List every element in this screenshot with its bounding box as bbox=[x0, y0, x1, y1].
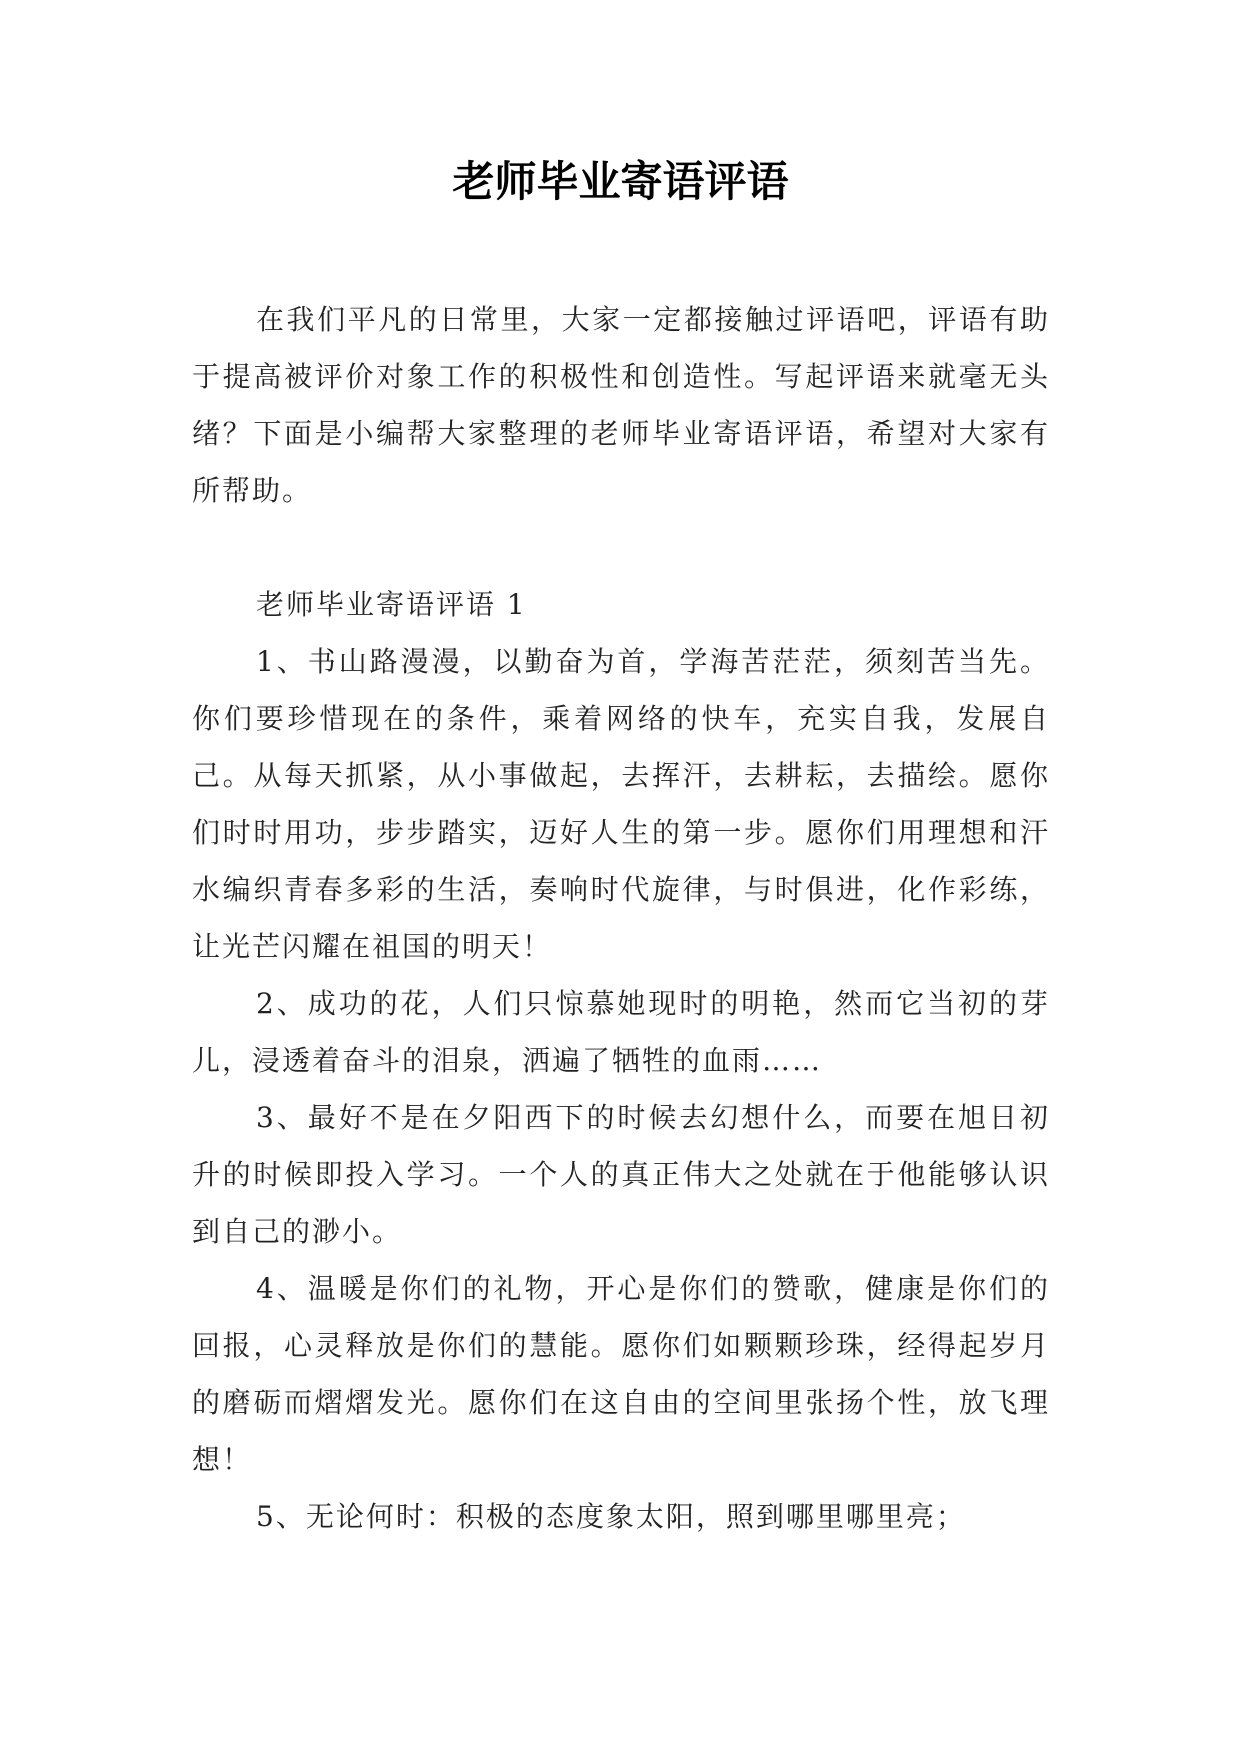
comment-paragraph-3: 3、最好不是在夕阳西下的时候去幻想什么，而要在旭日初升的时候即投入学习。一个人的真正伟大之处就在于他能够认识到自己的渺小。 bbox=[192, 1101, 1050, 1248]
comment-paragraph-4: 4、温暖是你们的礼物，开心是你们的赞歌，健康是你们的回报，心灵释放是你们的慧能。愿你们如颗颗珍珠，经得起岁月的磨砺而熠熠发光。愿你们在这自由的空间里张扬个性，放飞理想！ bbox=[192, 1272, 1050, 1476]
comment-paragraph-5: 5、无论何时：积极的态度象太阳，照到哪里哪里亮； bbox=[256, 1500, 966, 1533]
comment-paragraph-2: 2、成功的花，人们只惊慕她现时的明艳，然而它当初的芽儿，浸透着奋斗的泪泉，洒遍了牺牲的血雨…… bbox=[192, 987, 1050, 1077]
section-heading: 老师毕业寄语评语 1 bbox=[256, 588, 527, 621]
comment-paragraph-1: 1、书山路漫漫，以勤奋为首，学海苦茫茫，须刻苦当先。你们要珍惜现在的条件，乘着网络的快车，充实自我，发展自己。从每天抓紧，从小事做起，去挥汗，去耕耘，去描绘。愿你们时时用功，步步踏实，迈好人生的第一步。愿你们用理想和汗水编织青春多彩的生活，奏响时代旋律，与时俱进，化作彩练，让光芒闪耀在祖国的明天！ bbox=[192, 645, 1050, 963]
document-body bbox=[192, 291, 1050, 1545]
intro-paragraph: 在我们平凡的日常里，大家一定都接触过评语吧，评语有助于提高被评价对象工作的积极性和创造性。写起评语来就毫无头绪？下面是小编帮大家整理的老师毕业寄语评语，希望对大家有所帮助。 bbox=[192, 303, 1050, 507]
document-title: 老师毕业寄语评语 bbox=[452, 157, 789, 206]
